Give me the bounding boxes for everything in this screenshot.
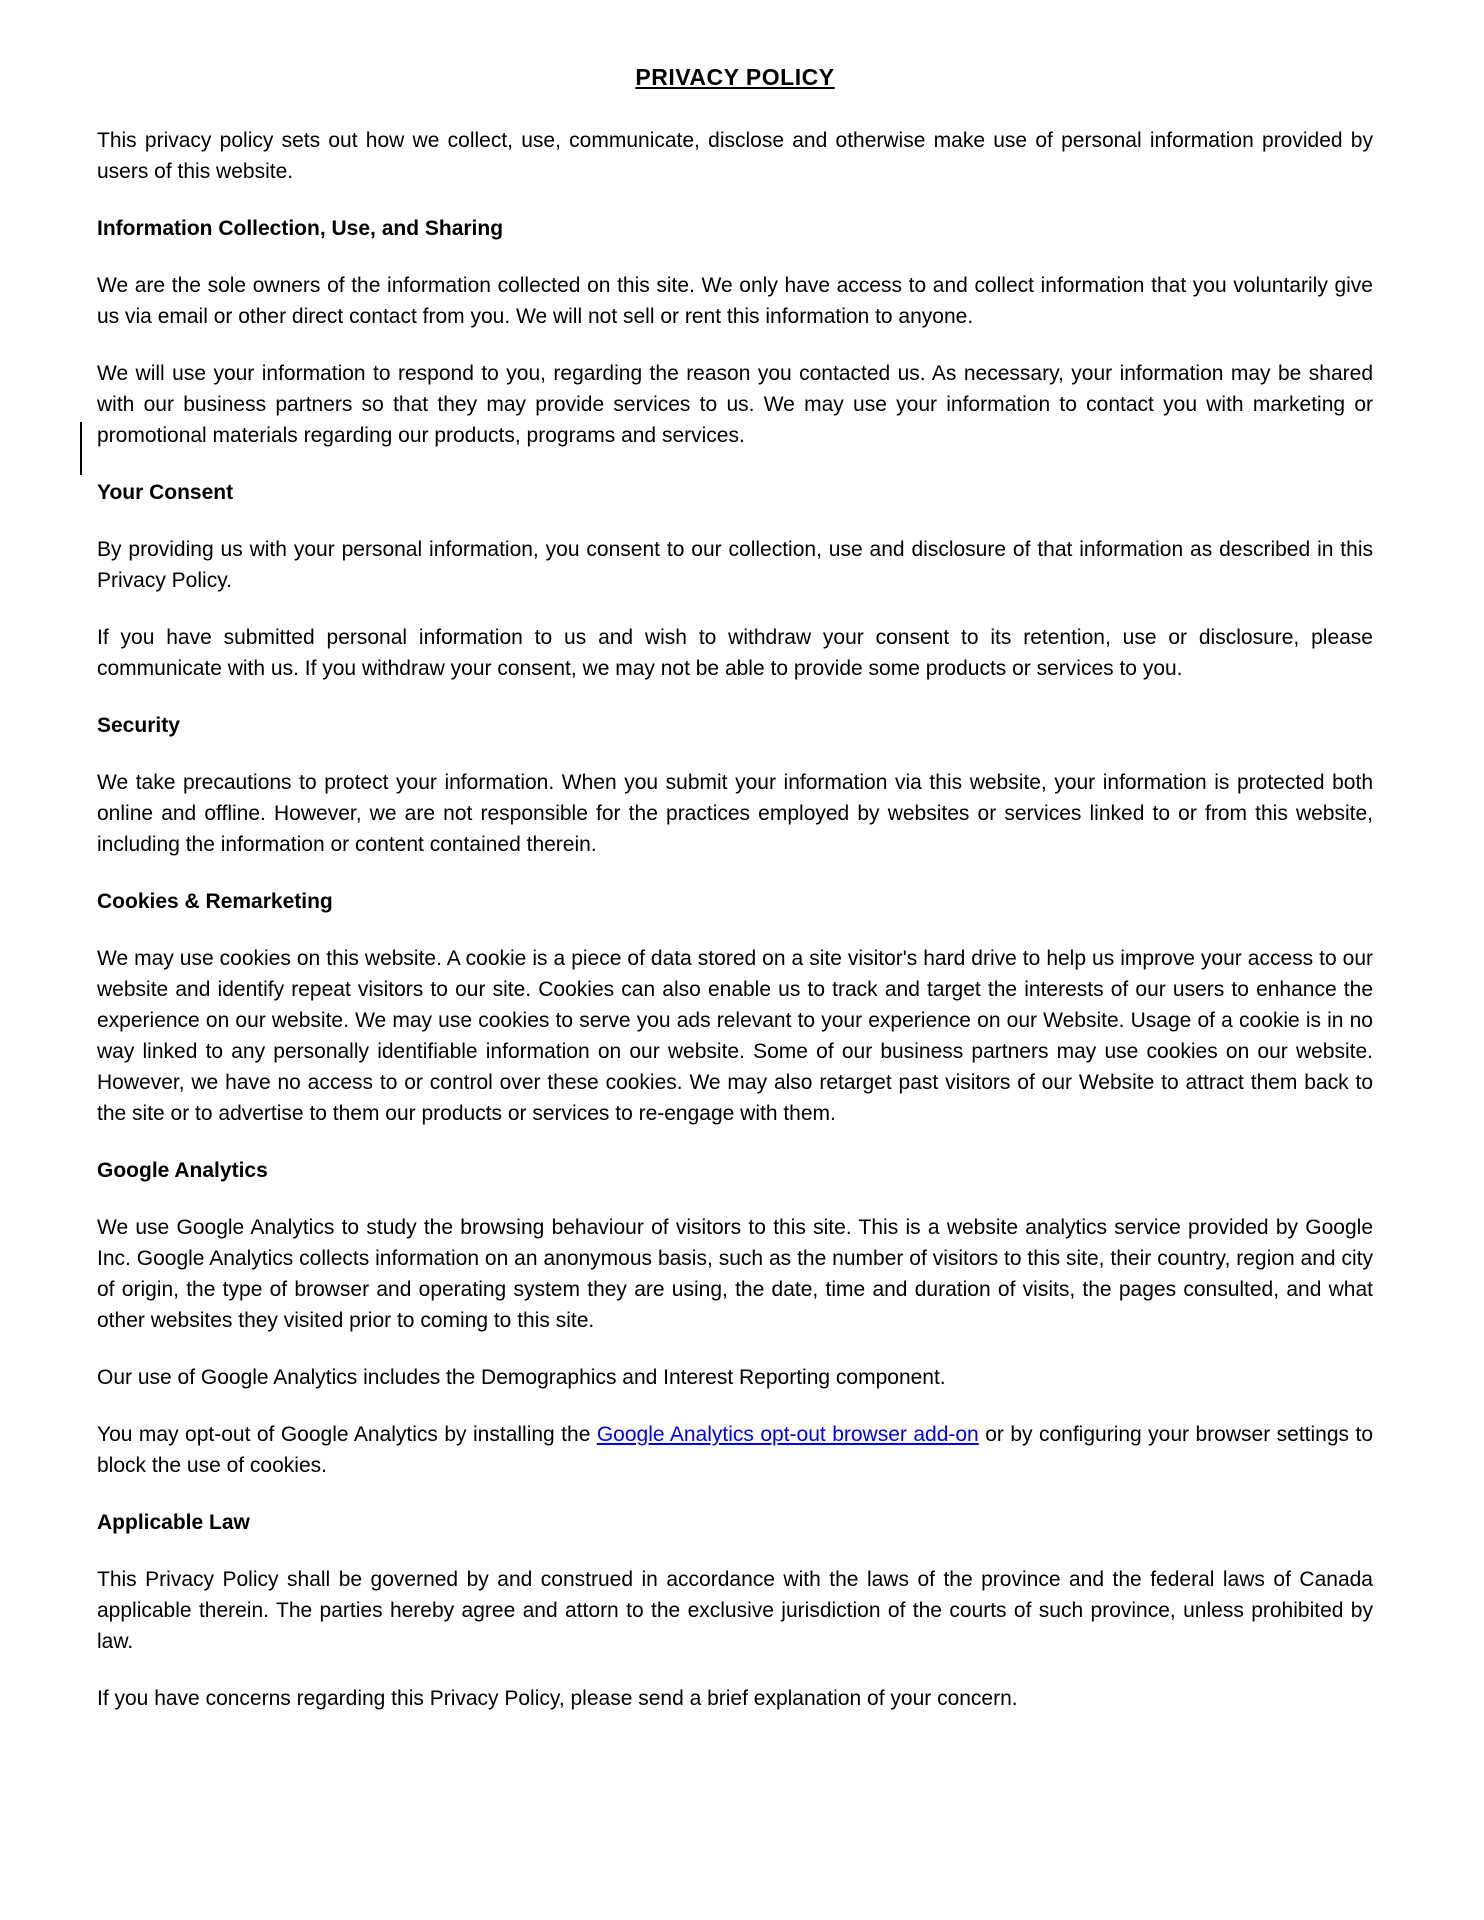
section-heading-security: Security (97, 714, 180, 737)
paragraph-sole-owners: We are the sole owners of the information collected on this site. We only have access to and collect information that you voluntarily give us via email or other direct contact from you. We will not sell or rent this information to anyone. (97, 274, 1373, 328)
paragraph-concerns: If you have concerns regarding this Privacy Policy, please send a brief explanation of your concern. (97, 1687, 1018, 1710)
section-heading-applicable-law: Applicable Law (97, 1511, 250, 1534)
paragraph-security-precautions: We take precautions to protect your information. When you submit your information via this website, your information is protected both online and offline. However, we are not responsible for the practices employed by websites or services linked to or from this website, including the information or content contained therein. (97, 771, 1373, 856)
paragraph-use-of-information (97, 358, 1373, 451)
paragraph-governing-law: This Privacy Policy shall be governed by and construed in accordance with the laws of the province and the federal laws of Canada applicable therein. The parties hereby agree and attorn to the exclusive jurisdiction of the courts of such province, unless prohibited by law. (97, 1568, 1373, 1653)
revision-change-bar (80, 422, 82, 475)
link-google-analytics-opt-out[interactable]: Google Analytics opt-out browser add-on (596, 1423, 979, 1446)
opt-out-text-before: You may opt-out of Google Analytics by installing the (97, 1423, 597, 1446)
policy-title: PRIVACY POLICY (635, 64, 835, 90)
section-heading-information-collection: Information Collection, Use, and Sharing (97, 217, 504, 240)
paragraph-demographics-reporting: Our use of Google Analytics includes the Demographics and Interest Reporting component. (97, 1366, 946, 1389)
paragraph-use-of-information-text: We will use your information to respond to you, regarding the reason you contacted us. As necessary, your information may be shared with our business partners so that they may provide services to us. We may use your information to contact you with marketing or promotional materials regarding our products, programs and services. (97, 362, 1373, 447)
opt-out-text-after: or by configuring your browser settings to block the use of cookies. (97, 1423, 1374, 1477)
paragraph-cookies: We may use cookies on this website. A cookie is a piece of data stored on a site visitor's hard drive to help us improve your access to our website and identify repeat visitors to our site. Cookies can also enable us to track and target the interests of our users to enhance the experience on our website. We may use cookies to serve you ads relevant to your experience on our Website. Usage of a cookie is in no way linked to any personally identifiable information on our website. Some of our business partners may use cookies on our website. However, we have no access to or control over these cookies. We may also retarget past visitors of our Website to attract them back to the site or to advertise to them our products or services to re-engage with them. (97, 947, 1373, 1125)
section-heading-cookies-remarketing: Cookies & Remarketing (97, 890, 333, 913)
paragraph-consent: By providing us with your personal information, you consent to our collection, use and disclosure of that information as described in this Privacy Policy. (97, 538, 1373, 592)
paragraph-withdraw-consent: If you have submitted personal information to us and wish to withdraw your consent to its retention, use or disclosure, please communicate with us. If you withdraw your consent, we may not be able to provide some products or services to you. (97, 626, 1373, 680)
paragraph-analytics-opt-out (97, 1419, 1373, 1481)
paragraph-google-analytics-usage: We use Google Analytics to study the browsing behaviour of visitors to this site. This is a website analytics service provided by Google Inc. Google Analytics collects information on an anonymous basis, such as the number of visitors to this site, their country, region and city of origin, the type of browser and operating system they are using, the date, time and duration of visits, the pages consulted, and what other websites they visited prior to coming to this site. (97, 1216, 1373, 1332)
section-heading-google-analytics: Google Analytics (97, 1159, 268, 1182)
section-heading-your-consent: Your Consent (97, 481, 234, 504)
paragraph-intro: This privacy policy sets out how we collect, use, communicate, disclose and otherwise make use of personal information provided by users of this website. (97, 129, 1373, 183)
